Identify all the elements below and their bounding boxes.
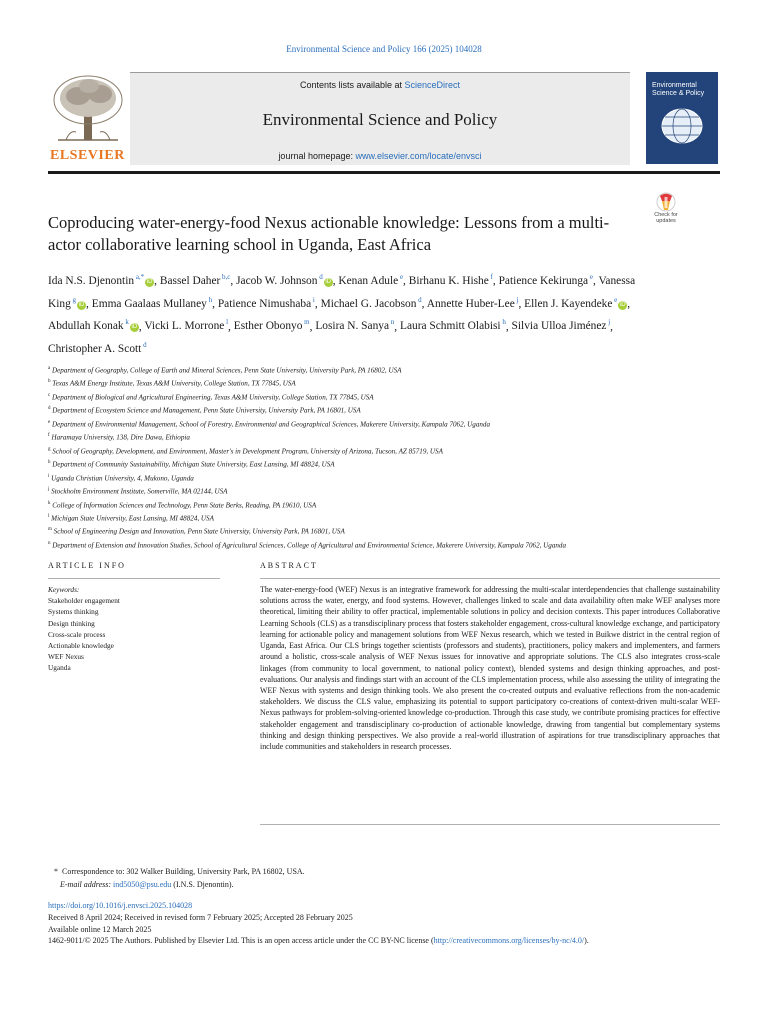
abstract-rule: [260, 578, 720, 579]
license-line: [48, 935, 720, 947]
author-name: Birhanu K. Hishe: [408, 274, 489, 287]
author-affiliation-mark[interactable]: d: [416, 295, 422, 304]
author-name: Michael G. Jacobson: [320, 297, 417, 310]
affiliation-text: Department of Environmental Management, School of Forestry, Environmental and Geographical Sciences, Makerere University, Kampala 7062, Uganda: [50, 420, 491, 429]
journal-homepage-line: journal homepage: www.elsevier.com/locate/envsci: [278, 151, 482, 161]
author-name: Ellen J. Kayendeke: [524, 297, 613, 310]
author-name: Patience Nimushaba: [217, 297, 312, 310]
affiliation-item: [48, 484, 628, 497]
author[interactable]: [409, 275, 493, 287]
affiliation-list: [48, 363, 628, 551]
keyword: Cross-scale process: [48, 629, 106, 639]
elsevier-wordmark: ELSEVIER: [50, 148, 125, 163]
correspondence-footnote: [48, 866, 720, 891]
author[interactable]: [499, 275, 593, 287]
received-dates: Received 8 April 2024; Received in revised form 7 February 2025; Accepted 28 February 2025: [48, 912, 353, 922]
crossmark-label: Check for updates: [654, 212, 678, 224]
author-affiliation-mark[interactable]: a,*: [134, 273, 145, 281]
author-affiliation-mark[interactable]: j: [606, 318, 611, 327]
author-affiliation-mark[interactable]: d: [317, 273, 323, 281]
author[interactable]: [426, 295, 519, 310]
author[interactable]: [320, 295, 422, 310]
orcid-icon[interactable]: iD: [146, 278, 153, 285]
affiliation-text: School of Geography, Development, and Environment, Master's in Development Program, University of Arizona, Tucson, AZ 85719, USA: [50, 447, 443, 456]
affiliation-text: Department of Extension and Innovation Studies, School of Agricultural Sciences, College of Agricultural and Environmental Science, Makerere University, Kampala 7062, Uganda: [50, 541, 567, 550]
affiliation-key: d: [48, 406, 51, 412]
author[interactable]: [315, 320, 394, 332]
available-online: Available online 12 March 2025: [48, 924, 152, 934]
author-affiliation-mark[interactable]: e: [588, 273, 593, 281]
author-affiliation-mark[interactable]: e: [612, 295, 618, 304]
author-affiliation-mark[interactable]: d: [141, 341, 147, 350]
affiliation-key: k: [48, 500, 51, 506]
crossmark-icon: [648, 192, 684, 214]
affiliation-item: [48, 390, 628, 403]
header-rule: [48, 171, 720, 174]
correspondence-line: [48, 866, 720, 879]
affiliation-item: [48, 430, 628, 443]
journal-cover[interactable]: [646, 72, 718, 164]
cover-title: Environmental Science & Policy: [652, 82, 705, 97]
author[interactable]: [236, 275, 333, 287]
author-affiliation-mark[interactable]: h: [206, 295, 213, 304]
author-name: Bassel Daher: [159, 274, 221, 287]
abstract-heading: ABSTRACT: [260, 561, 318, 570]
keyword: Actionable knowledge: [48, 641, 114, 651]
affiliation-key: h: [48, 460, 51, 466]
author-name: Jacob W. Johnson: [236, 274, 318, 287]
journal-header: [48, 72, 720, 164]
author[interactable]: [48, 343, 147, 355]
correspondence-address: Correspondence to: 302 Walker Building, University Park, PA 16802, USA.: [62, 867, 305, 876]
affiliation-key: g: [48, 446, 51, 452]
globe-icon: [660, 106, 704, 146]
email-suffix: (I.N.S. Djenontin).: [171, 879, 234, 889]
author[interactable]: [234, 320, 310, 332]
author-affiliation-mark[interactable]: j: [514, 295, 519, 304]
article-title: Coproducing water-energy-food Nexus actionable knowledge: Lessons from a multi-actor collaborative learning school in Uganda, East Africa: [48, 213, 610, 254]
journal-reference[interactable]: Environmental Science and Policy 166 (2025) 104028: [286, 44, 482, 54]
author-affiliation-mark[interactable]: b,c: [220, 273, 231, 281]
author-list: Ida N.S. Djenontin $^{a,*}$iD , Bassel Daher $^{b,c}$, Jacob W. Johnson $^d$iD , Kenan Adule $^e$, Birhanu K. Hishe $^f$, Patience Kekirunga $^e$, Vanessa King $^g$iD , Emma Gaalaas Mullaney $^h$, Patience Nimushaba $^i$, Michael G. Jacobson $^d$, Annette Huber-Lee $^j$, Ellen J. Kayendeke $^e$iD , Abdullah Konak $^k$iD , Vicki L. Morrone $^l$, Esther Obonyo $^m$, Losira N. Sanya $^n$, Laura Schmitt Olabisi $^h$, Silvia Ulloa Jiménez $^j$, Christopher A. Scott $^d$: [48, 273, 636, 356]
author-affiliation-mark[interactable]: h: [500, 318, 506, 327]
author-name: Vicki L. Morrone: [144, 320, 225, 333]
doi-link[interactable]: https://doi.org/10.1016/j.envsci.2025.104028: [48, 901, 193, 910]
email-label: E-mail address:: [60, 879, 112, 889]
affiliation-key: l: [48, 513, 50, 519]
affiliation-item: [48, 538, 628, 551]
publication-info: [48, 900, 720, 947]
author-affiliation-mark[interactable]: e: [398, 273, 404, 281]
affiliation-text: Department of Biological and Agricultural Engineering, Texas A&M University, College Station, TX 77845, USA: [50, 393, 374, 402]
keyword: WEF Nexus: [48, 652, 84, 662]
keywords-title: Keywords:: [48, 585, 80, 594]
affiliation-text: Michigan State University, East Lansing, MI 48824, USA: [49, 514, 214, 523]
author-affiliation-mark[interactable]: k: [123, 318, 129, 327]
affiliation-text: Department of Community Sustainability, Michigan State University, East Lansing, MI 48824, USA: [50, 460, 335, 469]
elsevier-tree-logo: [48, 72, 128, 144]
author-name: Emma Gaalaas Mullaney: [91, 297, 207, 310]
contents-line: Contents lists available at ScienceDirect: [299, 80, 461, 90]
license-link[interactable]: http://creativecommons.org/licenses/by-nc/4.0/: [433, 936, 585, 946]
license-suffix: ).: [584, 936, 589, 946]
crossmark-badge[interactable]: [648, 192, 684, 226]
affiliation-item: [48, 403, 628, 416]
article-info-heading: ARTICLE INFO: [48, 561, 126, 570]
author[interactable]: [217, 295, 315, 310]
keywords-block: [48, 584, 220, 674]
affiliation-item: [48, 417, 628, 430]
author-name: Silvia Ulloa Jiménez: [511, 320, 607, 333]
affiliation-item: [48, 498, 628, 511]
orcid-icon[interactable]: iD: [78, 301, 85, 308]
journal-banner: [130, 72, 630, 165]
orcid-icon[interactable]: iD: [131, 324, 138, 331]
affiliation-item: [48, 511, 628, 524]
author[interactable]: [524, 295, 627, 310]
affiliation-text: School of Engineering Design and Innovation, Penn State University, University Park, PA 16801, USA: [51, 527, 345, 536]
author[interactable]: [512, 320, 611, 332]
affiliation-key: m: [48, 527, 52, 533]
sciencedirect-link[interactable]: ScienceDirect: [404, 80, 461, 90]
keyword: Uganda: [48, 663, 71, 673]
author[interactable]: [48, 320, 139, 332]
affiliation-text: Department of Geography, College of Earth and Mineral Sciences, Penn State University, University Park, PA 16802, USA: [50, 366, 402, 375]
author-name: Esther Obonyo: [233, 320, 303, 333]
affiliation-key: b: [48, 379, 51, 385]
author-affiliation-mark[interactable]: l: [224, 318, 229, 327]
affiliation-key: i: [48, 473, 50, 479]
affiliation-text: Department of Ecosystem Science and Management, Penn State University, University Park, PA 16801, USA: [50, 406, 361, 415]
author-name: Laura Schmitt Olabisi: [399, 320, 501, 333]
journal-homepage-link[interactable]: www.elsevier.com/locate/envsci: [355, 151, 482, 161]
affiliation-key: f: [48, 433, 50, 439]
affiliation-text: College of Information Sciences and Technology, Penn State Berks, Reading, PA 19610, USA: [50, 500, 317, 509]
article-info-rule: [48, 578, 220, 579]
author-affiliation-mark[interactable]: m: [302, 318, 310, 327]
author-name: Abdullah Konak: [48, 320, 124, 333]
author-name: Christopher A. Scott: [48, 343, 142, 356]
email-link[interactable]: ind5050@psu.edu: [113, 879, 172, 889]
affiliation-key: a: [48, 366, 51, 371]
affiliation-text: Texas A&M Energy Institute, Texas A&M University, College Station, TX 77845, USA: [50, 379, 296, 388]
orcid-icon[interactable]: iD: [619, 301, 626, 308]
keyword: Stakeholder engagement: [48, 596, 120, 606]
affiliation-key: c: [48, 392, 51, 398]
affiliation-key: j: [48, 487, 50, 493]
author-affiliation-mark[interactable]: n: [389, 318, 395, 327]
license-text: 1462-9011/© 2025 The Authors. Published by Elsevier Ltd. This is an open access article under the CC BY-NC license (: [48, 936, 434, 946]
author[interactable]: [48, 275, 154, 287]
author-affiliation-mark[interactable]: i: [311, 295, 315, 304]
author[interactable]: [144, 320, 228, 332]
elsevier-logo[interactable]: [48, 72, 128, 164]
affiliation-key: n: [48, 540, 51, 546]
author[interactable]: [91, 295, 213, 310]
keyword: Systems thinking: [48, 607, 99, 617]
author-affiliation-mark[interactable]: f: [488, 273, 493, 281]
affiliation-text: Stockholm Environment Institute, Somerville, MA 02144, USA: [49, 487, 228, 496]
journal-title: Environmental Science and Policy: [262, 110, 498, 129]
abstract-text: The water-energy-food (WEF) Nexus is an integrative framework for addressing the multi-scalar interdependencies that challenge sustainability solutions across the water, energy, and food systems. However, challenges linked to scale and data availability often make WEF analyses more theoretical, limiting their ability to offer practical, implementable solutions in policy and decision contexts. This paper introduces Collaborative Learning Schools (CLS) as a transdisciplinary process that fosters stakeholder engagement, cross-cultural knowledge exchange, and participatory learning for actionable policy and management solutions from WEF Nexus research, which we tested in Buikwe district in the central region of Uganda, East Africa. Our CLS brings together scientists (professors and students), practitioners, policy makers and implementers, and farmers around a holistic, cross-scale analysis of WEF Nexus issues for innovative and appropriate solutions. The CLS also integrates cross-scale linkages (from community to local government, to national policy context), blended systems and design thinking approaches, and post-evaluations. Our analysis and findings start with an account of the CLS implementation process, while also assessing the utility of integrating the WEF Nexus with systems and design thinking tools. We also present the co-created outputs and evaluative reflections from the non-academic stakeholders. We discuss the CLS value, emphasizing its potential to support participatory co-creations of context-driven multi-scalar WEF-Nexus pathways for problem-solving-oriented knowledge co-production. Through this case study, we contribute promising practices for effective stakeholder engagement and transdisciplinary co-production of actionable knowledge, drawing from tangential but complementary systems thinking and design thinking perspectives. We also provide a real-world illustration of aspirations for true transdisciplinary approaches that include communities and stakeholders in research processes.: [260, 585, 720, 752]
author-affiliation-mark[interactable]: g: [70, 295, 77, 304]
affiliation-item: [48, 444, 628, 457]
abstract-end-rule: [260, 824, 720, 825]
affiliation-text: Uganda Christian University, 4, Mukono, Uganda: [49, 473, 194, 482]
email-line: [48, 879, 720, 892]
author-name: Annette Huber-Lee: [426, 297, 515, 310]
keyword: Design thinking: [48, 618, 95, 628]
orcid-icon[interactable]: iD: [325, 278, 332, 285]
author[interactable]: [160, 275, 231, 287]
author-name: Losira N. Sanya: [315, 320, 390, 333]
affiliation-item: [48, 524, 628, 537]
affiliation-key: e: [48, 419, 51, 425]
affiliation-item: [48, 376, 628, 389]
author[interactable]: [400, 320, 506, 332]
keywords-list: [48, 595, 220, 673]
author-name: Vanessa King: [48, 274, 636, 310]
author-name: Ida N.S. Djenontin: [48, 274, 135, 287]
affiliation-item: [48, 457, 628, 470]
footnote-mark: *: [54, 867, 58, 876]
affiliation-item: [48, 471, 628, 484]
author-name: Patience Kekirunga: [498, 274, 589, 287]
author-name: Kenan Adule: [338, 274, 399, 287]
affiliation-item: [48, 363, 628, 376]
author[interactable]: [338, 275, 403, 287]
affiliation-text: Haramaya University, 138, Dire Dawa, Ethiopia: [49, 433, 190, 442]
